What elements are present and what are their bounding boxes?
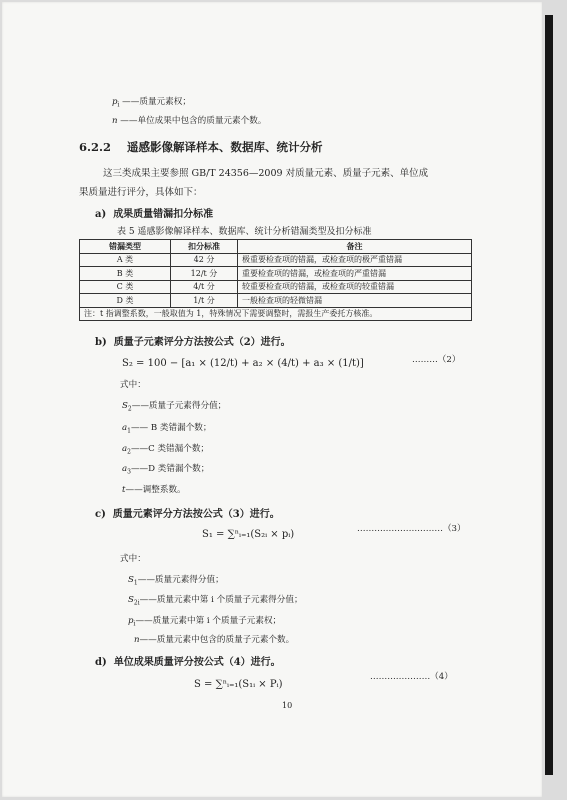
header-deduction: 扣分标准: [171, 240, 238, 254]
def-a3: $a_3——D$ 类错漏个数；: [122, 464, 210, 476]
header-error-type: 错漏类型: [80, 240, 171, 254]
subsection-d: d) 单位成果质量评分按公式（4）进行。: [95, 657, 281, 668]
table-row: [80, 280, 472, 294]
table-caption: 表 5 遥感影像解译样本、数据库、统计分析错漏类型及扣分标准: [117, 227, 372, 237]
def-s2: $S_2——$质量子元素得分值；: [122, 401, 227, 413]
cell-remark: 重要检查项的错漏，或检查项的严重错漏: [238, 267, 472, 281]
where-label-c: 式中：: [120, 554, 146, 564]
def-s1: $S_1——$质量元素得分值；: [128, 575, 224, 587]
cell-remark: 一般检查项的轻微错漏: [238, 294, 472, 308]
def-a1: $a_1——$ B 类错漏个数；: [122, 423, 212, 435]
section-title: 遥感影像解译样本、数据库、统计分析: [127, 140, 323, 154]
cell-type: D 类: [80, 294, 171, 308]
def-n: n ——单位成果中包含的质量元素个数。: [112, 116, 267, 126]
formula-4: S = ∑ⁿᵢ₌₁(S₁ᵢ × Pᵢ): [194, 679, 283, 690]
formula-2: S₂ = 100 − [a₁ × (12/t) + a₂ × (4/t) + a₃ × (1/t)]: [122, 358, 364, 369]
subsection-c: c) 质量元素评分方法按公式（3）进行。: [95, 509, 280, 520]
page-number: 10: [282, 701, 293, 710]
def-n-c: n——质量元素中包含的质量子元素个数。: [134, 635, 295, 645]
intro-line-1: 这三类成果主要参照 GB/T 24356—2009 对质量元素、质量子元素、单位成: [103, 168, 429, 179]
equation-number-3: …………………………（3）: [357, 524, 466, 534]
page-edge-shadow: [545, 15, 553, 775]
equation-number-4: …………………（4）: [370, 672, 453, 682]
cell-deduction: 1/t 分: [171, 294, 238, 308]
cell-type: C 类: [80, 280, 171, 294]
table-row: [80, 267, 472, 281]
section-number: 6.2.2: [79, 140, 112, 154]
def-pi-c: $p_i——$质量元素中第 i 个质量子元素权；: [128, 616, 282, 628]
table-row: [80, 253, 472, 267]
table-row: [80, 294, 472, 308]
formula-3: S₁ = ∑ⁿᵢ₌₁(S₂ᵢ × pᵢ): [202, 529, 295, 540]
cell-deduction: 12/t 分: [171, 267, 238, 281]
intro-line-2: 果质量进行评分，具体如下：: [79, 187, 203, 198]
table-note: 注：t 指调整系数，一般取值为 1，特殊情况下需要调整时，需报生产委托方核准。: [80, 307, 472, 321]
cell-remark: 极重要检查项的错漏，或检查项的极严重错漏: [238, 253, 472, 267]
error-deduction-table: [79, 239, 472, 321]
subsection-a: a) 成果质量错漏扣分标准: [95, 209, 214, 220]
header-remark: 备注: [238, 240, 472, 254]
table-note-row: [80, 307, 472, 321]
cell-remark: 较重要检查项的错漏，或检查项的较重错漏: [238, 280, 472, 294]
def-pi: $p_i$ ——质量元素权；: [112, 97, 191, 109]
cell-deduction: 4/t 分: [171, 280, 238, 294]
cell-type: A 类: [80, 253, 171, 267]
cell-deduction: 42 分: [171, 253, 238, 267]
def-s2i: $S_{2i}——$质量元素中第 i 个质量子元素得分值；: [128, 595, 303, 607]
section-heading: [79, 141, 323, 153]
subsection-b: b) 质量子元素评分方法按公式（2）进行。: [95, 337, 291, 348]
table-header-row: [80, 240, 472, 254]
where-label: 式中：: [120, 380, 146, 390]
equation-number-2: ………（2）: [412, 355, 461, 365]
document-page: [2, 2, 542, 797]
def-t: t——调整系数。: [122, 485, 186, 495]
cell-type: B 类: [80, 267, 171, 281]
def-a2: $a_2——C$ 类错漏个数；: [122, 444, 210, 456]
